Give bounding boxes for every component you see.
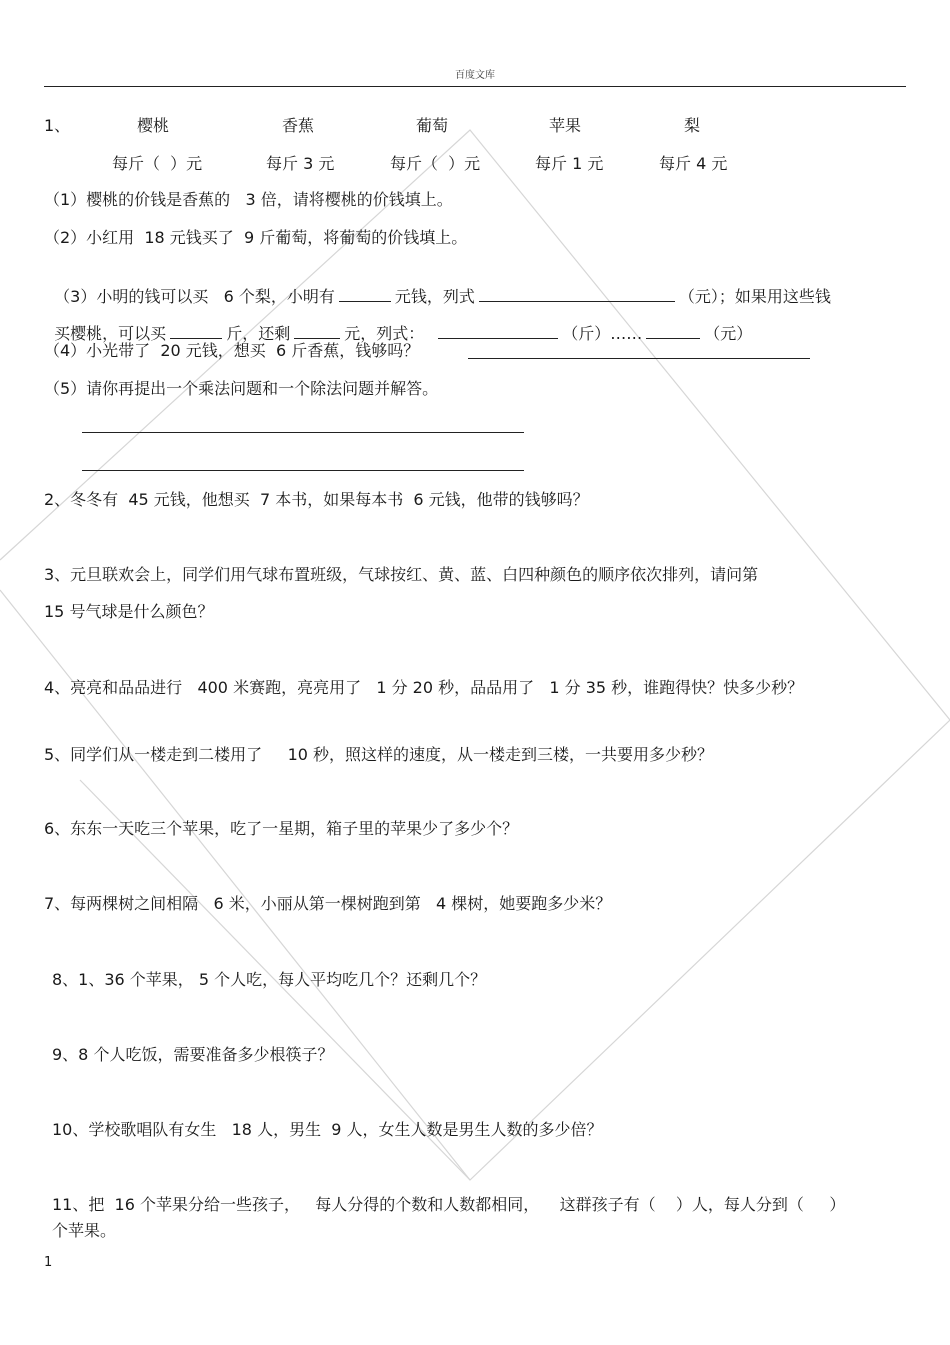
question-4: 4、亮亮和品品进行 400 米赛跑，亮亮用了 1 分 20 秒，品品用了 1 分 35 秒，谁跑得快？快多少秒？ — [44, 678, 804, 697]
blank-money[interactable] — [339, 286, 391, 302]
q1-sub-3-text: 元钱，列式 — [394, 287, 475, 306]
question-10: 10、学校歌唱队有女生 18 人，男生 9 人，女生人数是男生人数的多少倍？ — [52, 1120, 603, 1139]
question-11: 11、把 16 个苹果分给一些孩子， 每人分得的个数和人数都相同， 这群孩子有（ ）人，每人分到（ ） — [52, 1195, 846, 1214]
question-8: 8、1、36 个苹果， 5 个人吃，每人平均吃几个？还剩几个？ — [52, 970, 487, 989]
blank-remainder[interactable] — [294, 323, 340, 339]
blank-jin[interactable] — [170, 323, 222, 339]
q1-sub-3-line2 — [44, 303, 752, 344]
blank-formula-2[interactable] — [438, 323, 558, 339]
answer-line[interactable] — [82, 470, 524, 471]
fruit-name: 葡萄 — [416, 116, 449, 135]
fruit-price: 每斤（ ）元 — [390, 154, 481, 173]
question-9: 9、8 个人吃饭，需要准备多少根筷子？ — [52, 1045, 334, 1064]
page-header: 百度文库 — [455, 70, 495, 81]
q1-sub-4: （4）小光带了 20 元钱，想买 6 斤香蕉，钱够吗？ — [44, 341, 420, 360]
fruit-price: 每斤 1 元 — [535, 154, 604, 173]
q1-sub-3-text: （3）小明的钱可以买 6 个梨，小明有 — [54, 287, 335, 306]
page-number: 1 — [44, 1255, 53, 1270]
question-2: 2、冬冬有 45 元钱，他想买 7 本书，如果每本书 6 元钱，他带的钱够吗？ — [44, 490, 589, 509]
q1-sub-5: （5）请你再提出一个乘法问题和一个除法问题并解答。 — [44, 379, 439, 398]
question-5: 5、同学们从一楼走到二楼用了 10 秒，照这样的速度，从一楼走到三楼，一共要用多少秒？ — [44, 745, 714, 764]
fruit-price: 每斤 4 元 — [659, 154, 728, 173]
q1-sub-3-text: （元） — [704, 324, 753, 343]
header-rule — [44, 86, 906, 87]
question-11-cont: 个苹果。 — [52, 1221, 117, 1240]
q1-sub-3-text: （元）；如果用这些钱 — [678, 287, 831, 306]
q1-number: 1、 — [44, 116, 71, 135]
blank-formula[interactable] — [479, 286, 675, 302]
question-7: 7、每两棵树之间相隔 6 米，小丽从第一棵树跑到第 4 棵树，她要跑多少米？ — [44, 894, 612, 913]
fruit-name: 香蕉 — [282, 116, 315, 135]
fruit-name: 梨 — [684, 116, 701, 135]
question-6: 6、东东一天吃三个苹果，吃了一星期，箱子里的苹果少了多少个？ — [44, 819, 519, 838]
q1-sub-3-line1 — [44, 266, 831, 307]
q1-sub-3-text: 元，列式： — [344, 324, 425, 343]
fruit-name: 樱桃 — [137, 116, 170, 135]
question-3: 3、元旦联欢会上，同学们用气球布置班级，气球按红、黄、蓝、白四种颜色的顺序依次排列，请问第 — [44, 565, 759, 584]
q1-sub-3-text: （斤）…… — [562, 324, 643, 343]
fruit-price: 每斤 3 元 — [266, 154, 335, 173]
fruit-name: 苹果 — [549, 116, 582, 135]
question-3-cont: 15 号气球是什么颜色？ — [44, 602, 214, 621]
blank-remainder-2[interactable] — [646, 323, 700, 339]
q1-sub-2: （2）小红用 18 元钱买了 9 斤葡萄，将葡萄的价钱填上。 — [44, 228, 468, 247]
fruit-price: 每斤（ ）元 — [112, 154, 203, 173]
q1-sub-3-text: 斤，还剩 — [226, 324, 291, 343]
q1-sub-3-text: 买樱桃，可以买 — [54, 324, 167, 343]
answer-line[interactable] — [82, 432, 524, 433]
answer-line[interactable] — [468, 358, 810, 359]
q1-sub-1: （1）樱桃的价钱是香蕉的 3 倍，请将樱桃的价钱填上。 — [44, 190, 453, 209]
